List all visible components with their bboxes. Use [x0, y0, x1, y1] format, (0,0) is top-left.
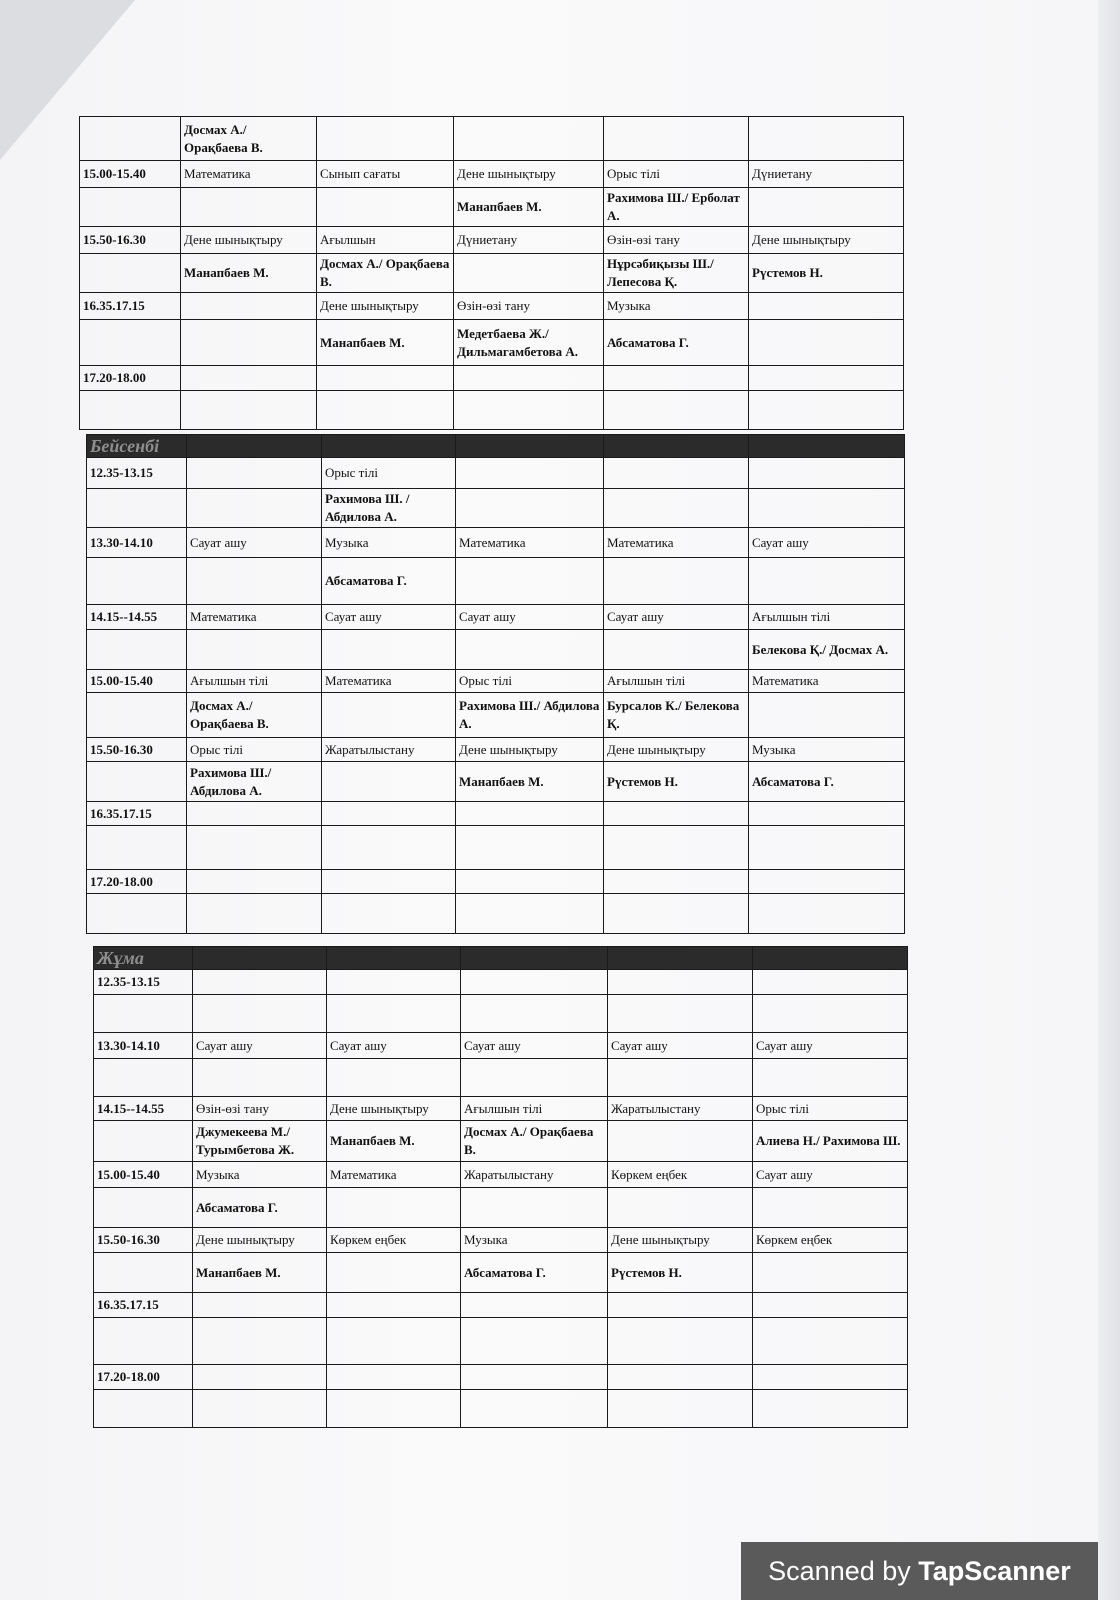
subject-cell	[753, 1188, 908, 1228]
teacher-cell: Алиева Н./ Рахимова Ш.	[753, 1121, 908, 1162]
subject-cell	[327, 970, 461, 995]
time-slot-cell: 14.15--14.55	[94, 1097, 193, 1121]
subject-cell: Сауат ашу	[187, 528, 322, 558]
subject-cell	[604, 558, 749, 605]
subject-cell	[327, 995, 461, 1033]
schedule-table-continued	[79, 116, 904, 430]
subject-cell	[608, 1121, 753, 1162]
table-row	[87, 458, 905, 489]
teacher-cell: Рахимова Ш./ Абдилова А.	[187, 762, 322, 802]
subject-cell	[753, 970, 908, 995]
subject-cell	[327, 1059, 461, 1097]
subject-cell: Орыс тілі	[604, 161, 749, 188]
teacher-cell: Рүстемов Н.	[604, 762, 749, 802]
subject-cell: Математика	[604, 528, 749, 558]
time-slot-cell: 12.35-13.15	[94, 970, 193, 995]
subject-cell	[454, 254, 604, 293]
time-slot-cell: 16.35.17.15	[94, 1293, 193, 1318]
time-slot-cell: 17.20-18.00	[94, 1365, 193, 1390]
table-row	[87, 528, 905, 558]
time-slot-cell: 14.15--14.55	[87, 605, 187, 630]
subject-cell: Математика	[456, 528, 604, 558]
teacher-cell: Манапбаев М.	[327, 1121, 461, 1162]
subject-cell: Дүниетану	[749, 161, 904, 188]
teacher-cell: Досмах А./ Орақбаева В.	[181, 117, 317, 161]
subject-cell	[461, 1293, 608, 1318]
time-slot-cell	[87, 489, 187, 528]
scanner-watermark: Scanned by TapScanner	[741, 1542, 1098, 1600]
subject-cell	[327, 1365, 461, 1390]
subject-cell	[187, 802, 322, 826]
table-row	[94, 1228, 908, 1253]
subject-cell	[187, 458, 322, 489]
subject-cell	[749, 391, 904, 430]
subject-cell	[604, 117, 749, 161]
table-row	[94, 1059, 908, 1097]
teacher-cell: Манапбаев М.	[181, 254, 317, 293]
time-slot-cell	[94, 1390, 193, 1428]
subject-cell	[456, 894, 604, 934]
subject-cell: Дене шынықтыру	[604, 738, 749, 762]
time-slot-cell	[94, 1121, 193, 1162]
teacher-cell: Белекова Қ./ Досмах А.	[749, 630, 905, 670]
subject-cell	[604, 894, 749, 934]
subject-cell	[749, 826, 905, 870]
time-slot-cell: 17.20-18.00	[80, 366, 181, 391]
subject-cell	[608, 1059, 753, 1097]
schedule-table-thursday	[86, 434, 905, 934]
subject-cell	[187, 870, 322, 894]
day-label-thursday: Бейсенбі	[87, 435, 187, 458]
subject-cell	[604, 870, 749, 894]
subject-cell: Музыка	[193, 1162, 327, 1188]
subject-cell: Дене шынықтыру	[327, 1097, 461, 1121]
table-row	[87, 738, 905, 762]
subject-cell	[454, 391, 604, 430]
teacher-cell: Досмах А./ Орақбаева В.	[187, 693, 322, 738]
subject-cell	[461, 1390, 608, 1428]
subject-cell: Ағылшын	[317, 227, 454, 254]
time-slot-cell	[80, 320, 181, 366]
subject-cell	[749, 802, 905, 826]
time-slot-cell	[80, 188, 181, 227]
time-slot-cell: 15.50-16.30	[94, 1228, 193, 1253]
subject-cell	[327, 1253, 461, 1293]
subject-cell	[753, 1390, 908, 1428]
table-row	[94, 1162, 908, 1188]
subject-cell: Өзін-өзі тану	[193, 1097, 327, 1121]
subject-cell	[193, 1365, 327, 1390]
day-header-row	[87, 435, 905, 458]
time-slot-cell	[87, 826, 187, 870]
subject-cell	[753, 1293, 908, 1318]
table-row	[87, 605, 905, 630]
subject-cell	[317, 391, 454, 430]
subject-cell	[604, 366, 749, 391]
time-slot-cell	[87, 558, 187, 605]
time-slot-cell	[80, 391, 181, 430]
subject-cell	[193, 1059, 327, 1097]
subject-cell	[322, 802, 456, 826]
teacher-cell: Медетбаева Ж./ Дильмагамбетова А.	[454, 320, 604, 366]
subject-cell: Сауат ашу	[608, 1033, 753, 1059]
subject-cell	[461, 1059, 608, 1097]
subject-cell: Музыка	[604, 293, 749, 320]
subject-cell: Сынып сағаты	[317, 161, 454, 188]
time-slot-cell	[94, 995, 193, 1033]
subject-cell	[193, 995, 327, 1033]
subject-cell: Сауат ашу	[749, 528, 905, 558]
subject-cell	[322, 762, 456, 802]
subject-cell: Сауат ашу	[327, 1033, 461, 1059]
subject-cell	[187, 894, 322, 934]
subject-cell	[181, 391, 317, 430]
table-row	[80, 117, 904, 161]
subject-cell: Дене шынықтыру	[193, 1228, 327, 1253]
teacher-cell: Бурсалов К./ Белекова Қ.	[604, 693, 749, 738]
time-slot-cell	[87, 894, 187, 934]
subject-cell	[327, 1390, 461, 1428]
subject-cell	[604, 391, 749, 430]
table-row	[80, 227, 904, 254]
subject-cell: Ағылшын тілі	[187, 670, 322, 693]
teacher-cell: Нұрсәбиқызы Ш./ Лепесова Қ.	[604, 254, 749, 293]
subject-cell	[317, 366, 454, 391]
time-slot-cell	[94, 1188, 193, 1228]
subject-cell: Сауат ашу	[456, 605, 604, 630]
subject-cell	[193, 1390, 327, 1428]
table-row	[94, 1390, 908, 1428]
subject-cell: Ағылшын тілі	[604, 670, 749, 693]
subject-cell: Көркем еңбек	[608, 1162, 753, 1188]
subject-cell: Өзін-өзі тану	[604, 227, 749, 254]
table-row	[94, 1121, 908, 1162]
table-row	[94, 1188, 908, 1228]
subject-cell: Орыс тілі	[322, 458, 456, 489]
time-slot-cell	[80, 117, 181, 161]
subject-cell	[193, 1293, 327, 1318]
table-row	[94, 995, 908, 1033]
teacher-cell: Манапбаев М.	[193, 1253, 327, 1293]
table-row	[87, 870, 905, 894]
subject-cell: Сауат ашу	[753, 1162, 908, 1188]
subject-cell	[456, 458, 604, 489]
subject-cell	[604, 826, 749, 870]
teacher-cell: Досмах А./ Орақбаева В.	[461, 1121, 608, 1162]
subject-cell: Дене шынықтыру	[456, 738, 604, 762]
subject-cell	[322, 693, 456, 738]
table-row	[87, 894, 905, 934]
subject-cell	[461, 1365, 608, 1390]
subject-cell	[608, 1293, 753, 1318]
teacher-cell: Досмах А./ Орақбаева В.	[317, 254, 454, 293]
subject-cell	[456, 802, 604, 826]
subject-cell	[187, 630, 322, 670]
subject-cell: Сауат ашу	[753, 1033, 908, 1059]
subject-cell	[317, 117, 454, 161]
time-slot-cell: 16.35.17.15	[87, 802, 187, 826]
time-slot-cell	[87, 693, 187, 738]
subject-cell: Музыка	[322, 528, 456, 558]
subject-cell	[749, 693, 905, 738]
table-row	[94, 1365, 908, 1390]
subject-cell	[327, 1293, 461, 1318]
subject-cell	[753, 1253, 908, 1293]
time-slot-cell: 15.50-16.30	[80, 227, 181, 254]
table-row	[80, 161, 904, 188]
subject-cell	[187, 558, 322, 605]
subject-cell	[456, 630, 604, 670]
teacher-cell: Абсаматова Г.	[322, 558, 456, 605]
subject-cell: Математика	[749, 670, 905, 693]
table-row	[94, 970, 908, 995]
subject-cell: Көркем еңбек	[327, 1228, 461, 1253]
teacher-cell: Рүстемов Н.	[608, 1253, 753, 1293]
subject-cell	[608, 1390, 753, 1428]
subject-cell	[608, 1365, 753, 1390]
subject-cell	[456, 558, 604, 605]
subject-cell: Дене шынықтыру	[454, 161, 604, 188]
table-row	[87, 693, 905, 738]
subject-cell	[753, 995, 908, 1033]
subject-cell	[322, 630, 456, 670]
subject-cell	[461, 970, 608, 995]
teacher-cell: Абсаматова Г.	[461, 1253, 608, 1293]
subject-cell	[456, 489, 604, 528]
teacher-cell: Джумекеева М./ Турымбетова Ж.	[193, 1121, 327, 1162]
subject-cell: Математика	[322, 670, 456, 693]
subject-cell	[193, 1318, 327, 1365]
table-row	[80, 254, 904, 293]
table-row	[87, 802, 905, 826]
teacher-cell: Рахимова Ш. / Абдилова А.	[322, 489, 456, 528]
time-slot-cell	[87, 762, 187, 802]
teacher-cell: Абсаматова Г.	[193, 1188, 327, 1228]
time-slot-cell	[94, 1318, 193, 1365]
table-row	[80, 366, 904, 391]
subject-cell	[753, 1318, 908, 1365]
subject-cell: Орыс тілі	[187, 738, 322, 762]
subject-cell: Сауат ашу	[461, 1033, 608, 1059]
table-row	[80, 391, 904, 430]
subject-cell	[456, 826, 604, 870]
subject-cell	[461, 995, 608, 1033]
table-row	[94, 1293, 908, 1318]
table-row	[87, 670, 905, 693]
subject-cell	[749, 558, 905, 605]
table-row	[87, 558, 905, 605]
subject-cell	[749, 320, 904, 366]
subject-cell	[749, 458, 905, 489]
teacher-cell: Абсаматова Г.	[749, 762, 905, 802]
subject-cell	[456, 870, 604, 894]
day-header-row	[94, 947, 908, 970]
subject-cell	[604, 458, 749, 489]
table-row	[87, 762, 905, 802]
subject-cell	[608, 970, 753, 995]
subject-cell: Сауат ашу	[604, 605, 749, 630]
subject-cell	[327, 1318, 461, 1365]
subject-cell	[749, 894, 905, 934]
subject-cell	[749, 489, 905, 528]
teacher-cell: Манапбаев М.	[317, 320, 454, 366]
subject-cell	[749, 870, 905, 894]
time-slot-cell: 12.35-13.15	[87, 458, 187, 489]
subject-cell	[461, 1188, 608, 1228]
subject-cell	[608, 1318, 753, 1365]
schedule-table-friday	[93, 946, 908, 1428]
table-row	[94, 1033, 908, 1059]
subject-cell: Ағылшын тілі	[749, 605, 905, 630]
subject-cell	[749, 117, 904, 161]
subject-cell: Жаратылыстану	[461, 1162, 608, 1188]
time-slot-cell: 15.00-15.40	[94, 1162, 193, 1188]
subject-cell	[322, 894, 456, 934]
subject-cell	[608, 1188, 753, 1228]
subject-cell: Дүниетану	[454, 227, 604, 254]
subject-cell: Дене шынықтыру	[749, 227, 904, 254]
subject-cell	[454, 366, 604, 391]
subject-cell	[749, 366, 904, 391]
time-slot-cell	[87, 630, 187, 670]
subject-cell	[461, 1318, 608, 1365]
teacher-cell: Манапбаев М.	[454, 188, 604, 227]
teacher-cell: Абсаматова Г.	[604, 320, 749, 366]
subject-cell	[322, 826, 456, 870]
subject-cell: Сауат ашу	[322, 605, 456, 630]
time-slot-cell	[80, 254, 181, 293]
day-label-friday: Жұма	[94, 947, 193, 970]
table-row	[94, 1318, 908, 1365]
subject-cell: Дене шынықтыру	[181, 227, 317, 254]
subject-cell: Жаратылыстану	[608, 1097, 753, 1121]
subject-cell: Дене шынықтыру	[608, 1228, 753, 1253]
time-slot-cell: 13.30-14.10	[94, 1033, 193, 1059]
time-slot-cell: 15.00-15.40	[80, 161, 181, 188]
teacher-cell: Манапбаев М.	[456, 762, 604, 802]
subject-cell: Математика	[181, 161, 317, 188]
subject-cell	[181, 366, 317, 391]
table-row	[80, 188, 904, 227]
subject-cell	[322, 870, 456, 894]
subject-cell: Музыка	[749, 738, 905, 762]
subject-cell: Орыс тілі	[456, 670, 604, 693]
subject-cell	[193, 970, 327, 995]
table-row	[87, 826, 905, 870]
subject-cell	[327, 1188, 461, 1228]
subject-cell	[749, 293, 904, 320]
table-row	[80, 320, 904, 366]
teacher-cell: Рахимова Ш./ Абдилова А.	[456, 693, 604, 738]
subject-cell: Ағылшын тілі	[461, 1097, 608, 1121]
teacher-cell: Рахимова Ш./ Ерболат А.	[604, 188, 749, 227]
time-slot-cell: 13.30-14.10	[87, 528, 187, 558]
subject-cell	[187, 826, 322, 870]
subject-cell	[604, 630, 749, 670]
subject-cell	[181, 293, 317, 320]
teacher-cell: Рүстемов Н.	[749, 254, 904, 293]
subject-cell: Өзін-өзі тану	[454, 293, 604, 320]
time-slot-cell: 15.00-15.40	[87, 670, 187, 693]
subject-cell	[454, 117, 604, 161]
subject-cell: Математика	[327, 1162, 461, 1188]
time-slot-cell	[94, 1059, 193, 1097]
subject-cell: Музыка	[461, 1228, 608, 1253]
time-slot-cell: 16.35.17.15	[80, 293, 181, 320]
subject-cell	[753, 1365, 908, 1390]
subject-cell: Математика	[187, 605, 322, 630]
time-slot-cell	[94, 1253, 193, 1293]
subject-cell	[749, 188, 904, 227]
subject-cell: Сауат ашу	[193, 1033, 327, 1059]
page-edge	[1098, 0, 1120, 1600]
time-slot-cell: 17.20-18.00	[87, 870, 187, 894]
subject-cell: Көркем еңбек	[753, 1228, 908, 1253]
subject-cell: Орыс тілі	[753, 1097, 908, 1121]
table-row	[87, 489, 905, 528]
table-row	[94, 1253, 908, 1293]
subject-cell	[317, 188, 454, 227]
subject-cell	[753, 1059, 908, 1097]
subject-cell	[604, 802, 749, 826]
table-row	[87, 630, 905, 670]
subject-cell: Дене шынықтыру	[317, 293, 454, 320]
subject-cell	[181, 320, 317, 366]
subject-cell	[181, 188, 317, 227]
table-row	[80, 293, 904, 320]
table-row	[94, 1097, 908, 1121]
subject-cell: Жаратылыстану	[322, 738, 456, 762]
subject-cell	[608, 995, 753, 1033]
time-slot-cell: 15.50-16.30	[87, 738, 187, 762]
subject-cell	[604, 489, 749, 528]
subject-cell	[187, 489, 322, 528]
